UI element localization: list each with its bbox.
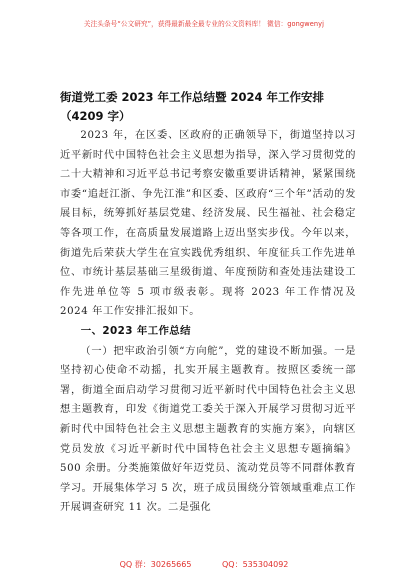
document-title: 街道党工委 2023 年工作总结暨 2024 年工作安排（4209 字） bbox=[60, 90, 325, 123]
intro-paragraph: 2023 年，在区委、区政府的正确领导下，街道坚持以习近平新时代中国特色社会主义思想为指导，深入学习贯彻党的二十大精神和习近平总书记考察安徽重要讲话精神，紧紧围绕市委“追赶江浙、争先江淮”和区委、区政府“三个年”活动的发展目标，统筹抓好基层党建、经济发展、民生福祉、社会稳定等各项工作，在高质量发展道路上迈出坚实步伐。今年以来，街道先后荣获大学生在宣实践优秀组织、年度征兵工作先进单位、市统计基层基础三星级街道、年度预防和查处违法建设工作先进单位等 5 项市级表彰。现将 2023 年工作情况及 2024 年工作安排汇报如下。 bbox=[60, 130, 356, 318]
document-body bbox=[60, 126, 356, 518]
header-promo-text: 关注头条号“公文研究”，获得最新最全最专业的公文资料库！ 微信：gongwenyj bbox=[83, 20, 325, 28]
footer-qq-group: QQ 群：30265665 bbox=[119, 560, 192, 569]
section-heading: 一、2023 年工作总结 bbox=[80, 324, 191, 337]
footer-qq: QQ：535304092 bbox=[222, 560, 289, 569]
section-paragraph: （一）把牢政治引领“方向舵”，党的建设不断加强。一是坚持初心使命不动摇，扎实开展主题教育。按照区委统一部署，街道全面启动学习贯彻习近平新时代中国特色社会主义思想主题教育，印发《街道党工委关于深入开展学习贯彻习近平新时代中国特色社会主义思想主题教育的实施方案》，向辖区党员发放《习近平新时代中国特色社会主义思想专题摘编》500 余册。分类施策做好年迈党员、流动党员等不同群体教育学习。开展集体学习 5 次，班子成员围绕分管领域重难点工作开展调查研究 11 次。二是强化 bbox=[60, 345, 356, 514]
footer-contact bbox=[0, 559, 408, 570]
